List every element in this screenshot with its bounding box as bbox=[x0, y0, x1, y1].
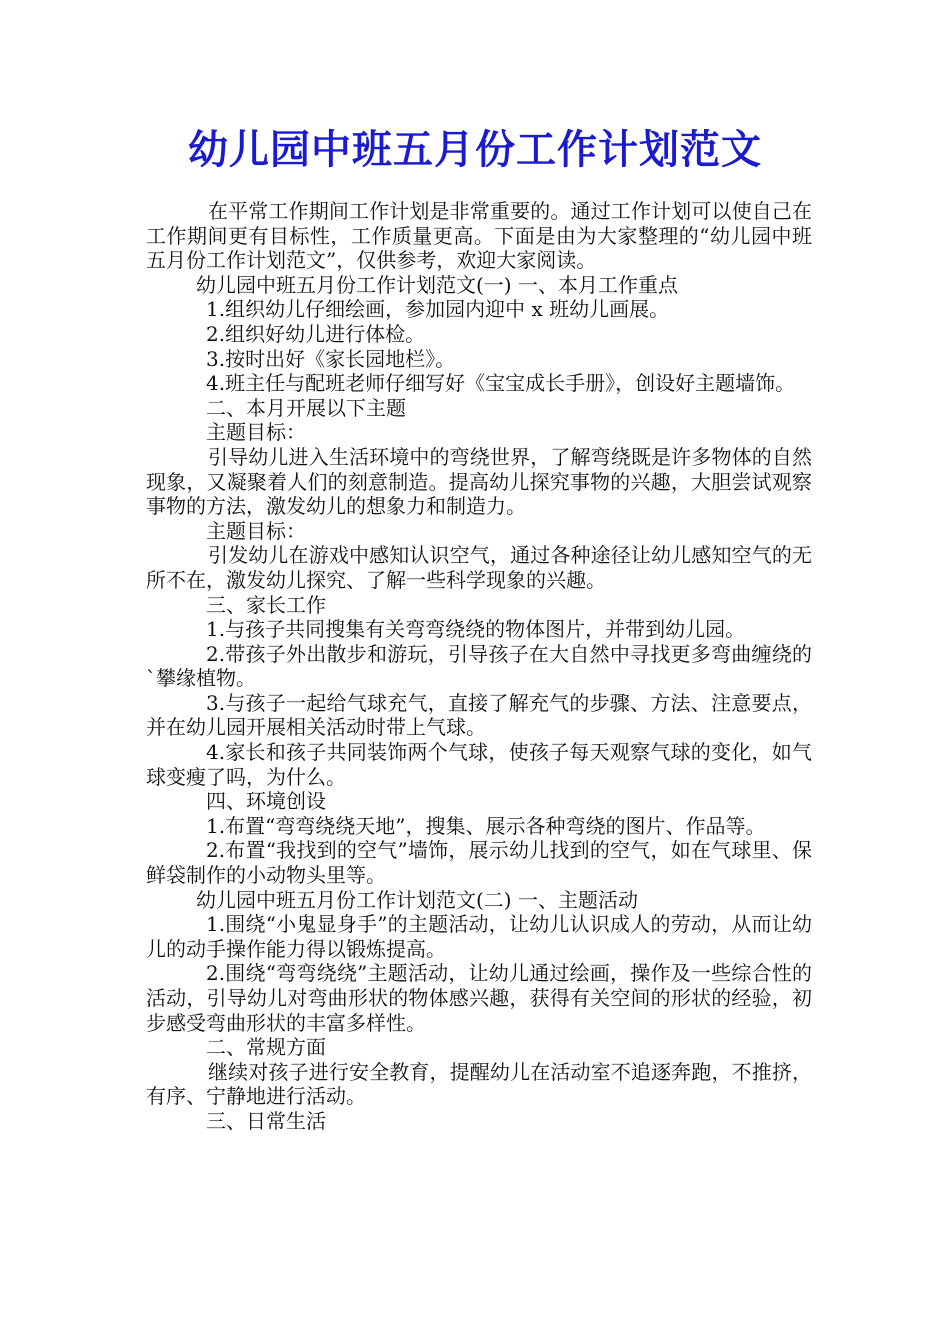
list-item: 2.布置“我找到的空气”墙饰，展示幼儿找到的空气，如在气球里、保鲜袋制作的小动物头里等。 bbox=[146, 838, 812, 888]
list-item: 2.围绕“弯弯绕绕”主题活动，让幼儿通过绘画，操作及一些综合性的活动，引导幼儿对弯曲形状的物体感兴趣，获得有关空间的形状的经验，初步感受弯曲形状的丰富多样性。 bbox=[146, 961, 812, 1035]
section-heading: 二、常规方面 bbox=[206, 1035, 326, 1060]
body-paragraph: 继续对孩子进行安全教育，提醒幼儿在活动室不追逐奔跑，不推挤，有序、宁静地进行活动。 bbox=[146, 1059, 812, 1109]
document-title: 幼儿园中班五月份工作计划范文 bbox=[188, 126, 762, 173]
subheading: 主题目标： bbox=[206, 420, 306, 445]
list-item: 3.按时出好《家长园地栏》。 bbox=[206, 346, 456, 371]
intro-paragraph: 在平常工作期间工作计划是非常重要的。通过工作计划可以使自己在工作期间更有目标性，工作质量更高。下面是由为大家整理的“幼儿园中班五月份工作计划范文”，仅供参考，欢迎大家阅读。 bbox=[146, 199, 812, 273]
body-paragraph: 引发幼儿在游戏中感知认识空气，通过各种途径让幼儿感知空气的无所不在，激发幼儿探究、了解一些科学现象的兴趣。 bbox=[146, 543, 812, 592]
list-item: 2.带孩子外出散步和游玩，引导孩子在大自然中寻找更多弯曲缠绕的`攀缘植物。 bbox=[146, 641, 812, 691]
list-item: 3.与孩子一起给气球充气，直接了解充气的步骤、方法、注意要点，并在幼儿园开展相关活动时带上气球。 bbox=[146, 690, 812, 740]
section-heading-plan-one: 幼儿园中班五月份工作计划范文(一) 一、本月工作重点 bbox=[196, 272, 678, 297]
list-item: 1.布置“弯弯绕绕天地”，搜集、展示各种弯绕的图片、作品等。 bbox=[206, 813, 766, 838]
section-heading: 三、日常生活 bbox=[206, 1108, 326, 1133]
section-heading: 三、家长工作 bbox=[206, 592, 326, 617]
document-body bbox=[146, 199, 812, 1134]
list-item: 2.组织好幼儿进行体检。 bbox=[206, 321, 426, 346]
section-heading: 四、环境创设 bbox=[206, 789, 326, 814]
subheading: 主题目标： bbox=[206, 518, 306, 543]
list-item: 4.班主任与配班老师仔细写好《宝宝成长手册》，创设好主题墙饰。 bbox=[206, 371, 796, 396]
list-item: 1.围绕“小鬼显身手”的主题活动，让幼儿认识成人的劳动，从而让幼儿的动手操作能力得以锻炼提高。 bbox=[146, 912, 812, 961]
section-heading: 二、本月开展以下主题 bbox=[206, 395, 406, 420]
body-paragraph: 引导幼儿进入生活环境中的弯绕世界，了解弯绕既是许多物体的自然现象，又凝聚着人们的刻意制造。提高幼儿探究事物的兴趣，大胆尝试观察事物的方法，激发幼儿的想象力和制造力。 bbox=[146, 444, 812, 519]
list-item: 4.家长和孩子共同装饰两个气球，使孩子每天观察气球的变化，如气球变瘦了吗，为什么。 bbox=[146, 740, 812, 789]
list-item: 1.组织幼儿仔细绘画，参加园内迎中 x 班幼儿画展。 bbox=[206, 297, 670, 322]
list-item: 1.与孩子共同搜集有关弯弯绕绕的物体图片，并带到幼儿园。 bbox=[206, 617, 746, 642]
section-heading-plan-two: 幼儿园中班五月份工作计划范文(二) 一、主题活动 bbox=[196, 887, 638, 912]
